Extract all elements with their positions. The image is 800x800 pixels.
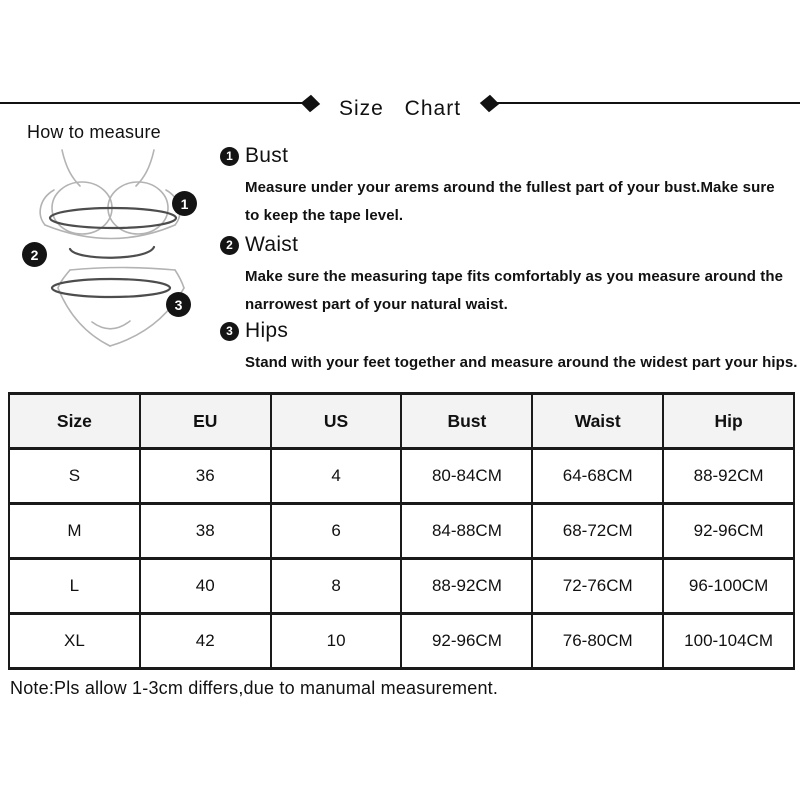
divider-line-left <box>0 102 304 104</box>
table-cell: 76-80CM <box>532 614 663 669</box>
size-chart-header <box>0 90 800 120</box>
table-cell: 42 <box>140 614 271 669</box>
size-table <box>8 392 795 670</box>
diagram-marker-1: 1 <box>172 191 197 216</box>
table-cell: S <box>9 449 140 504</box>
diagram-marker-3: 3 <box>166 292 191 317</box>
table-cell: M <box>9 504 140 559</box>
column-header: EU <box>140 394 271 449</box>
instruction-bust <box>220 144 796 230</box>
table-cell: 80-84CM <box>401 449 532 504</box>
table-cell: 36 <box>140 449 271 504</box>
column-header: Hip <box>663 394 794 449</box>
table-cell: 72-76CM <box>532 559 663 614</box>
divider-line-right <box>496 102 800 104</box>
instruction-title-bust: Bust <box>245 144 289 167</box>
diagram-marker-2: 2 <box>22 242 47 267</box>
table-cell: 88-92CM <box>401 559 532 614</box>
instruction-text: Measure under your arems around the fullest part of your bust.Make sure <box>245 179 775 196</box>
column-header: Size <box>9 394 140 449</box>
table-cell: 100-104CM <box>663 614 794 669</box>
step-3-badge: 3 <box>220 322 239 341</box>
column-header: Bust <box>401 394 532 449</box>
diamond-icon <box>301 94 320 111</box>
measurement-note: Note:Pls allow 1-3cm differs,due to manumal measurement. <box>10 678 499 698</box>
page-title: Size Chart <box>338 97 462 120</box>
column-header: Waist <box>532 394 663 449</box>
instruction-text: to keep the tape level. <box>245 207 404 224</box>
table-cell: 10 <box>271 614 402 669</box>
instruction-title-waist: Waist <box>245 233 299 256</box>
table-row <box>9 559 794 614</box>
table-cell: 84-88CM <box>401 504 532 559</box>
size-table-body <box>9 449 794 669</box>
table-cell: XL <box>9 614 140 669</box>
table-cell: 38 <box>140 504 271 559</box>
instruction-text: narrowest part of your natural waist. <box>245 296 508 313</box>
table-cell: 6 <box>271 504 402 559</box>
instruction-title-hips: Hips <box>245 319 289 342</box>
table-cell: 96-100CM <box>663 559 794 614</box>
size-table-head-row <box>9 394 794 449</box>
table-cell: L <box>9 559 140 614</box>
table-row <box>9 504 794 559</box>
table-cell: 68-72CM <box>532 504 663 559</box>
table-cell: 4 <box>271 449 402 504</box>
instruction-waist <box>220 233 796 319</box>
instruction-hips <box>220 319 796 377</box>
table-row <box>9 449 794 504</box>
measurement-diagram <box>12 146 214 358</box>
table-cell: 40 <box>140 559 271 614</box>
diamond-icon <box>480 94 499 111</box>
table-row <box>9 614 794 669</box>
table-cell: 92-96CM <box>401 614 532 669</box>
column-header: US <box>271 394 402 449</box>
instruction-text: Make sure the measuring tape fits comfortably as you measure around the <box>245 268 784 285</box>
table-cell: 8 <box>271 559 402 614</box>
table-cell: 88-92CM <box>663 449 794 504</box>
instruction-text: Stand with your feet together and measure around the widest part your hips. <box>245 354 798 371</box>
step-2-badge: 2 <box>220 236 239 255</box>
how-to-measure-title: How to measure <box>27 122 161 142</box>
step-1-badge: 1 <box>220 147 239 166</box>
table-cell: 64-68CM <box>532 449 663 504</box>
table-cell: 92-96CM <box>663 504 794 559</box>
